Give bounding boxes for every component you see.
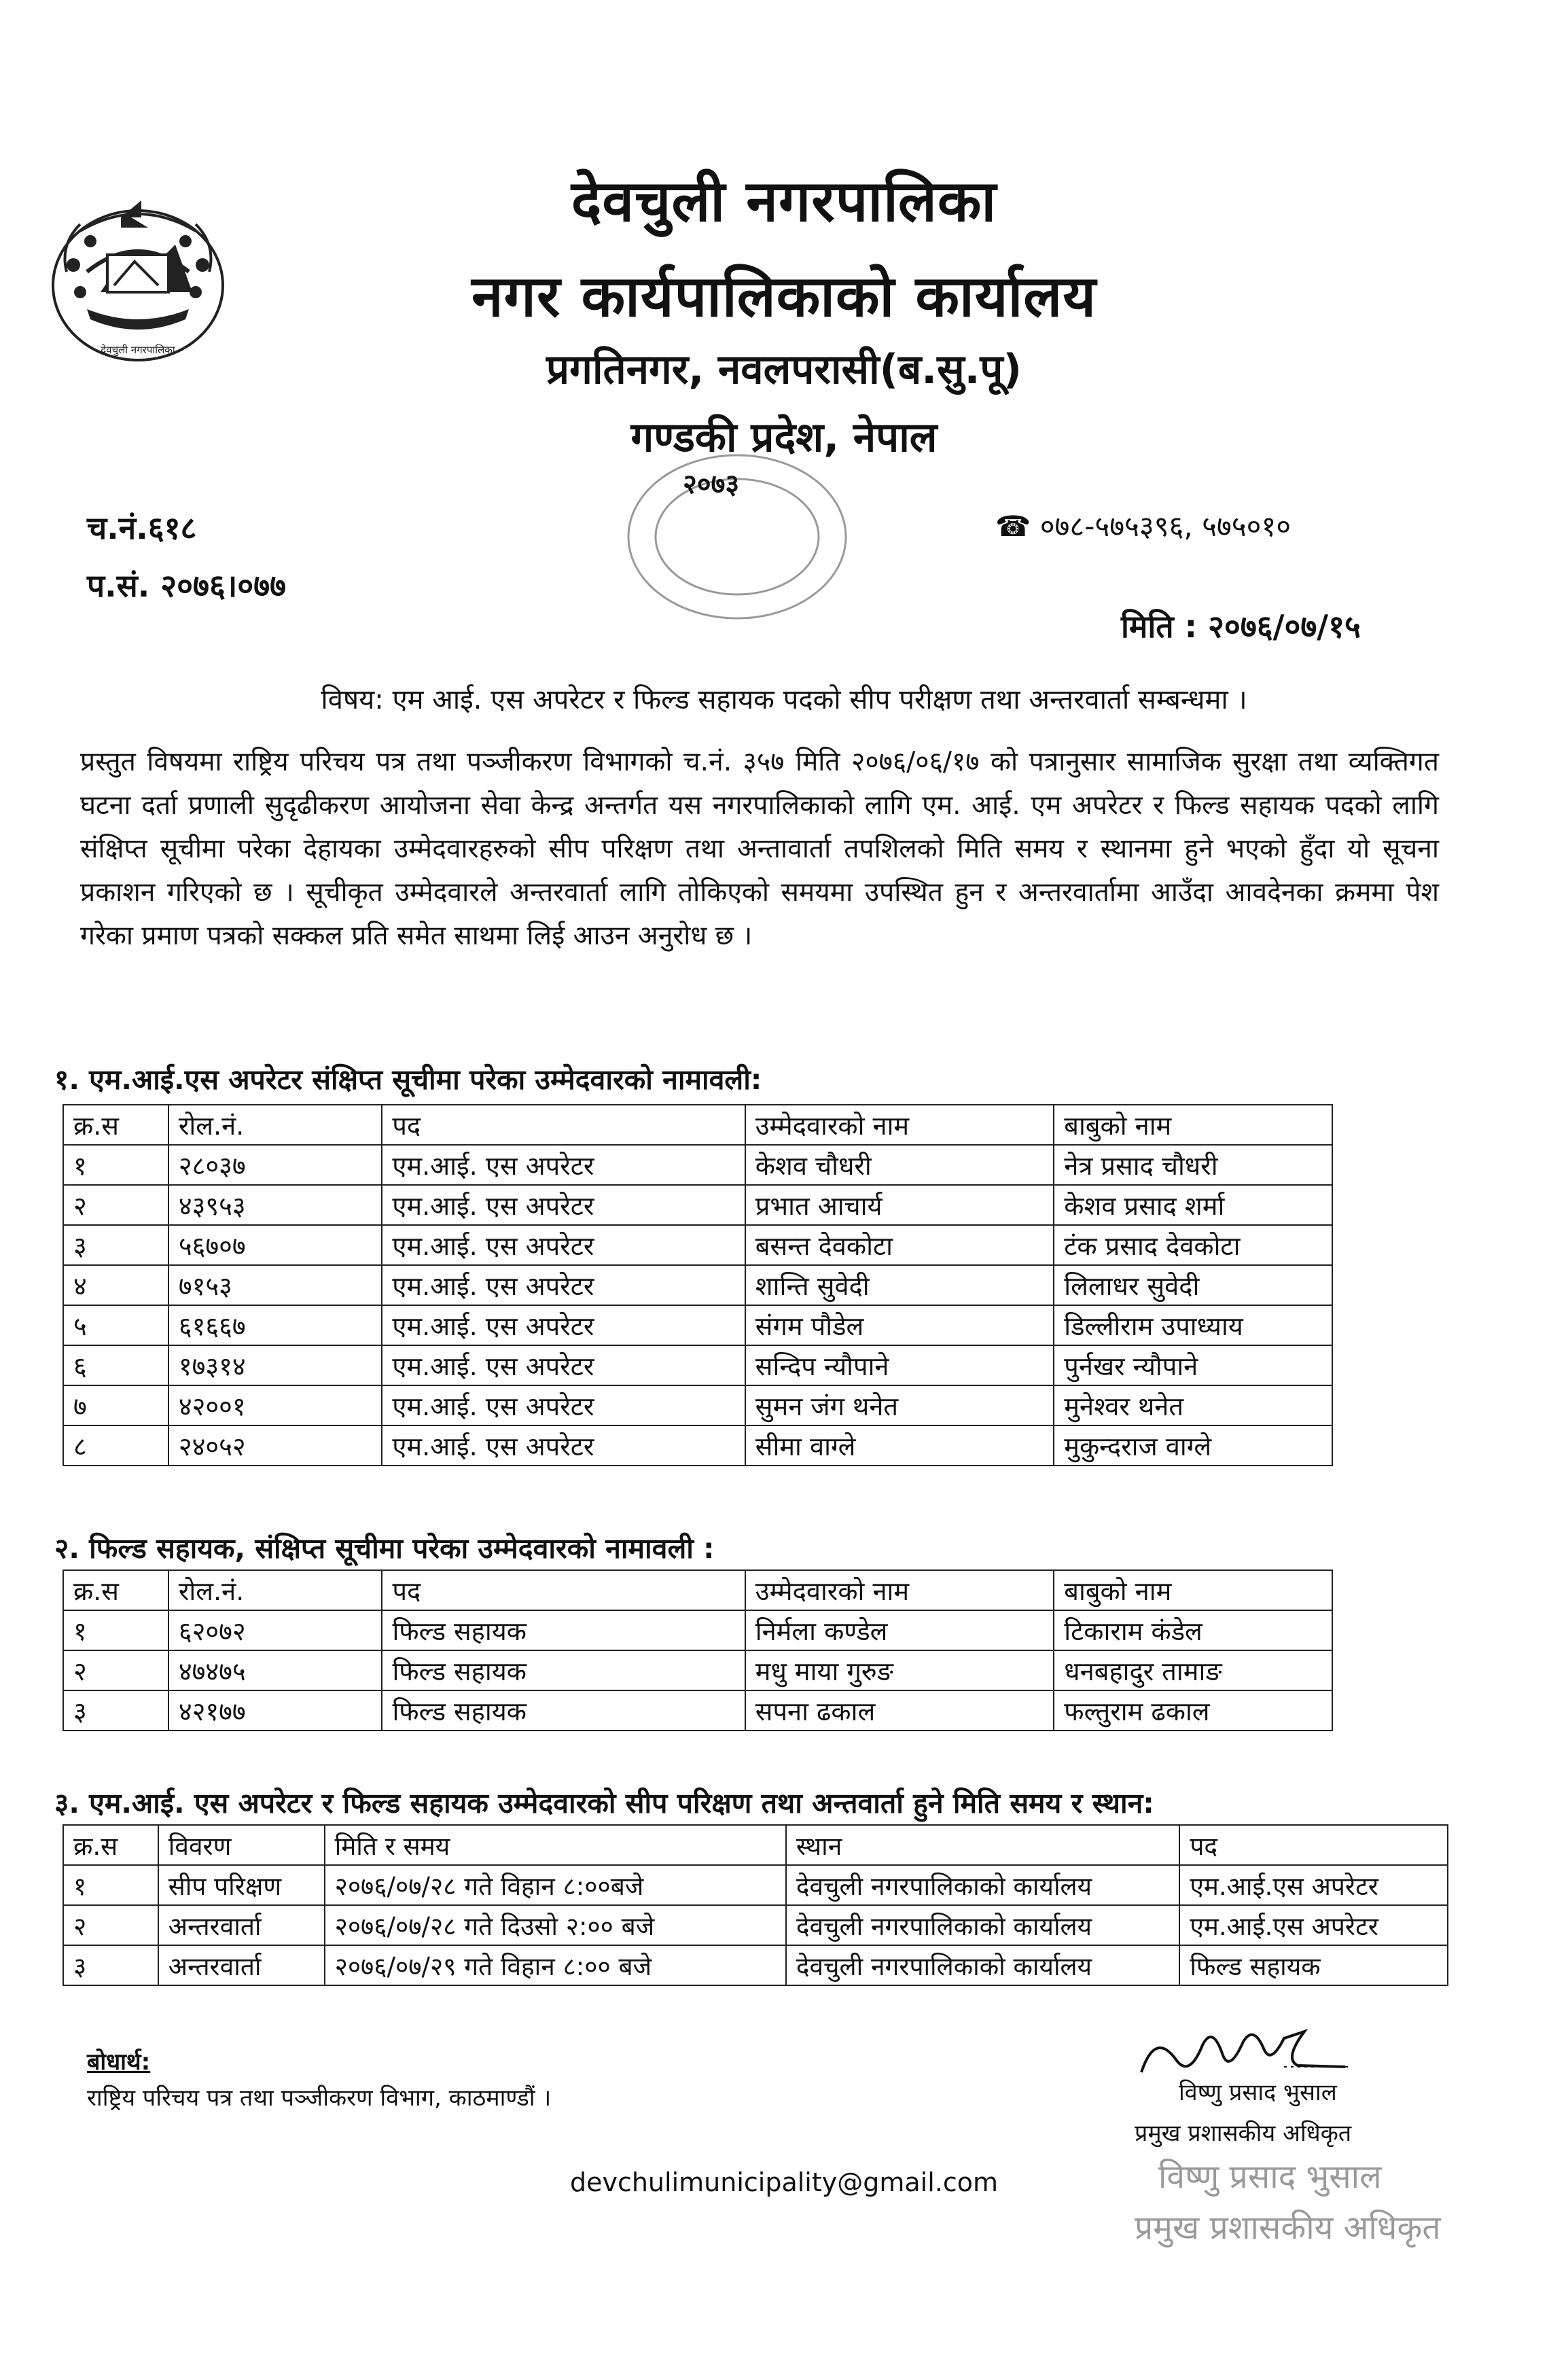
cell: एम.आई. एस अपरेटर [382, 1425, 745, 1466]
subject-line: विषय: एम आई. एस अपरेटर र फिल्ड सहायक पदको सीप परीक्षण तथा अन्तरवार्ता सम्बन्धमा । [321, 684, 1247, 715]
cell: शान्ति सुवेदी [745, 1265, 1054, 1305]
table-header-row [63, 1825, 1448, 1865]
cell: सुमन जंग थनेत [745, 1385, 1054, 1425]
cell: १ [63, 1865, 158, 1905]
contact-email[interactable]: devchulimunicipality@gmail.com [569, 2167, 999, 2197]
address-line-2: गण्डकी प्रदेश, नेपाल [630, 414, 938, 461]
table-row [63, 1945, 1448, 1985]
header-cell: क्र.स [63, 1825, 158, 1865]
cell: सीप परिक्षण [158, 1865, 325, 1905]
cell: ४७४७५ [168, 1650, 382, 1690]
header-cell: बाबुको नाम [1054, 1570, 1332, 1610]
cell: देवचुली नगरपालिकाको कार्यालय [786, 1905, 1180, 1945]
cell: २८०३७ [168, 1145, 382, 1185]
cell: अन्तरवार्ता [158, 1945, 325, 1985]
header-cell: रोल.नं. [168, 1570, 382, 1610]
header-cell: क्र.स [63, 1105, 168, 1145]
cell: २०७६/०७/२८ गते विहान ८:००बजे [325, 1865, 786, 1905]
cell: मधु माया गुरुङ [745, 1650, 1054, 1690]
cell: देवचुली नगरपालिकाको कार्यालय [786, 1865, 1180, 1905]
cell: पुर्नखर न्यौपाने [1054, 1345, 1332, 1385]
phone-row [995, 506, 1291, 545]
phone-icon: ☎ [995, 510, 1031, 543]
cell: अन्तरवार्ता [158, 1905, 325, 1945]
signatory-title: प्रमुख प्रशासकीय अधिकृत [1135, 2120, 1352, 2147]
cell: संगम पौडेल [745, 1305, 1054, 1345]
cell: टंक प्रसाद देवकोटा [1054, 1225, 1332, 1265]
cell: ६ [63, 1345, 168, 1385]
cell: ८ [63, 1425, 168, 1466]
cell: २ [63, 1650, 168, 1690]
table-row [63, 1905, 1448, 1945]
cell: एम.आई. एस अपरेटर [382, 1265, 745, 1305]
table-header-row [63, 1570, 1332, 1610]
cell: मुकुन्दराज वाग्ले [1054, 1425, 1332, 1466]
cell: २०७६/०७/२८ गते दिउसो २:०० बजे [325, 1905, 786, 1945]
section1-title: १. एम.आई.एस अपरेटर संक्षिप्त सूचीमा परेका उम्मेदवारको नामावली: [54, 1063, 762, 1096]
table-row [63, 1690, 1332, 1731]
table-row [63, 1145, 1332, 1185]
cell: देवचुली नगरपालिकाको कार्यालय [786, 1945, 1180, 1985]
cell: प्रभात आचार्य [745, 1185, 1054, 1225]
cell: ५६७०७ [168, 1225, 382, 1265]
cell: एम.आई. एस अपरेटर [382, 1185, 745, 1225]
header-cell: रोल.नं. [168, 1105, 382, 1145]
table-row [63, 1225, 1332, 1265]
cell: २४०५२ [168, 1425, 382, 1466]
cell: १ [63, 1145, 168, 1185]
section2-title: २. फिल्ड सहायक, संक्षिप्त सूचीमा परेका उम्मेदवारको नामावली : [54, 1532, 715, 1565]
bodharth-line: राष्ट्रिय परिचय पत्र तथा पञ्जीकरण विभाग, काठमाण्डौं । [87, 2085, 552, 2112]
cell: केशव चौधरी [745, 1145, 1054, 1185]
patra-sankhya: प.सं. २०७६।०७७ [87, 567, 287, 604]
cell: १ [63, 1610, 168, 1650]
cell: एम.आई. एस अपरेटर [382, 1385, 745, 1425]
cell: २ [63, 1185, 168, 1225]
cell: फिल्ड सहायक [1179, 1945, 1448, 1985]
cell: एम.आई. एस अपरेटर [382, 1305, 745, 1345]
table-row [63, 1345, 1332, 1385]
cell: ४२१७७ [168, 1690, 382, 1731]
cell: फिल्ड सहायक [382, 1650, 745, 1690]
cell: ३ [63, 1225, 168, 1265]
body-paragraph: प्रस्तुत विषयमा राष्ट्रिय परिचय पत्र तथा पञ्जीकरण विभागको च.नं. ३५७ मिति २०७६/०६/१७ को पत्रानुसार सामाजिक सुरक्षा तथा व्यक्तिगत घटना दर्ता प्रणाली सुदृढीकरण आयोजना सेवा केन्द्र अन्तर्गत यस नगरपालिकाको लागि एम. आई. एम अपरेटर र फिल्ड सहायक पदको लागि संक्षिप्त सूचीमा परेका देहायका उम्मेदवारहरुको सीप परिक्षण तथा अन्तावार्ता तपशिलको मिति समय र स्थानमा हुने भएको हुँदा यो सूचना प्रकाशन गरिएको छ । सूचीकृत उम्मेदवारले अन्तरवार्ता लागि तोकिएको समयमा उपस्थित हुन र अन्तरवार्तामा आउँदा आवदेनका क्रममा पेश गरेका प्रमाण पत्रको सक्कल प्रति समेत साथमा लिई आउन अनुरोध छ । [80, 747, 1439, 951]
cell: फिल्ड सहायक [382, 1610, 745, 1650]
cell: केशव प्रसाद शर्मा [1054, 1185, 1332, 1225]
section3-table [63, 1824, 1448, 1986]
cell: एम.आई. एस अपरेटर [382, 1345, 745, 1385]
table-row [63, 1650, 1332, 1690]
cell: ६१६६७ [168, 1305, 382, 1345]
bodharth-label: बोधार्थ: [87, 2048, 151, 2076]
cell: एम.आई.एस अपरेटर [1179, 1865, 1448, 1905]
cell: टिकाराम कंडेल [1054, 1610, 1332, 1650]
established-year: २०७३ [683, 469, 740, 500]
cell: डिल्लीराम उपाध्याय [1054, 1305, 1332, 1345]
cell: ४२००१ [168, 1385, 382, 1425]
address-line-1: प्रगतिनगर, नवलपरासी(ब.सु.पू) [546, 346, 1022, 393]
cell: २०७६/०७/२९ गते विहान ८:०० बजे [325, 1945, 786, 1985]
header-cell: स्थान [786, 1825, 1180, 1865]
office-title: नगर कार्यपालिकाको कार्यालय [471, 263, 1097, 330]
table-row [63, 1425, 1332, 1466]
cell: २ [63, 1905, 158, 1945]
header-cell: मिति र समय [325, 1825, 786, 1865]
cell: ७१५३ [168, 1265, 382, 1305]
cell: एम.आई.एस अपरेटर [1179, 1905, 1448, 1945]
cell: मुनेश्वर थनेत [1054, 1385, 1332, 1425]
name-stamp: विष्णु प्रसाद भुसाल [1158, 2158, 1382, 2196]
title-stamp: प्रमुख प्रशासकीय अधिकृत [1135, 2209, 1441, 2247]
table-header-row [63, 1105, 1332, 1145]
cell: ७ [63, 1385, 168, 1425]
cell: एम.आई. एस अपरेटर [382, 1225, 745, 1265]
municipality-title: देवचुली नगरपालिका [571, 168, 997, 234]
cell: सीमा वाग्ले [745, 1425, 1054, 1466]
cell: फिल्ड सहायक [382, 1690, 745, 1731]
table-row [63, 1610, 1332, 1650]
cell: ६२०७२ [168, 1610, 382, 1650]
cell: लिलाधर सुवेदी [1054, 1265, 1332, 1305]
cell: सपना ढकाल [745, 1690, 1054, 1731]
cell: फल्तुराम ढकाल [1054, 1690, 1332, 1731]
cell: ३ [63, 1945, 158, 1985]
header-cell: क्र.स [63, 1570, 168, 1610]
section2-table [63, 1569, 1333, 1731]
signatory-name: विष्णु प्रसाद भुसाल [1179, 2079, 1337, 2106]
header-cell: पद [1179, 1825, 1448, 1865]
header-cell: पद [382, 1105, 745, 1145]
section3-title: ३. एम.आई. एस अपरेटर र फिल्ड सहायक उम्मेदवारको सीप परिक्षण तथा अन्तवार्ता हुने मिति समय र स्थान: [54, 1787, 1154, 1820]
header-cell: पद [382, 1570, 745, 1610]
cell: बसन्त देवकोटा [745, 1225, 1054, 1265]
cell: सन्दिप न्यौपाने [745, 1345, 1054, 1385]
header-cell: उम्मेदवारको नाम [745, 1105, 1054, 1145]
cell: ४ [63, 1265, 168, 1305]
header-cell: बाबुको नाम [1054, 1105, 1332, 1145]
cell: धनबहादुर तामाङ [1054, 1650, 1332, 1690]
header-cell: उम्मेदवारको नाम [745, 1570, 1054, 1610]
table-row [63, 1385, 1332, 1425]
header-cell: विवरण [158, 1825, 325, 1865]
cell: ३ [63, 1690, 168, 1731]
cell: ४३९५३ [168, 1185, 382, 1225]
section1-table [63, 1104, 1333, 1466]
emblem-text: देवचुली नगरपालिका [101, 344, 175, 356]
phone-numbers: ०७८-५७५३९६, ५७५०१० [1039, 510, 1291, 543]
chalani-number: च.नं.६१८ [87, 510, 197, 546]
cell: ५ [63, 1305, 168, 1345]
cell: १७३१४ [168, 1345, 382, 1385]
table-row [63, 1305, 1332, 1345]
table-row [63, 1865, 1448, 1905]
table-row [63, 1185, 1332, 1225]
table-row [63, 1265, 1332, 1305]
cell: नेत्र प्रसाद चौधरी [1054, 1145, 1332, 1185]
cell: एम.आई. एस अपरेटर [382, 1145, 745, 1185]
cell: निर्मला कण्डेल [745, 1610, 1054, 1650]
document-date: मिति : २०७६/०७/१५ [1121, 608, 1361, 645]
